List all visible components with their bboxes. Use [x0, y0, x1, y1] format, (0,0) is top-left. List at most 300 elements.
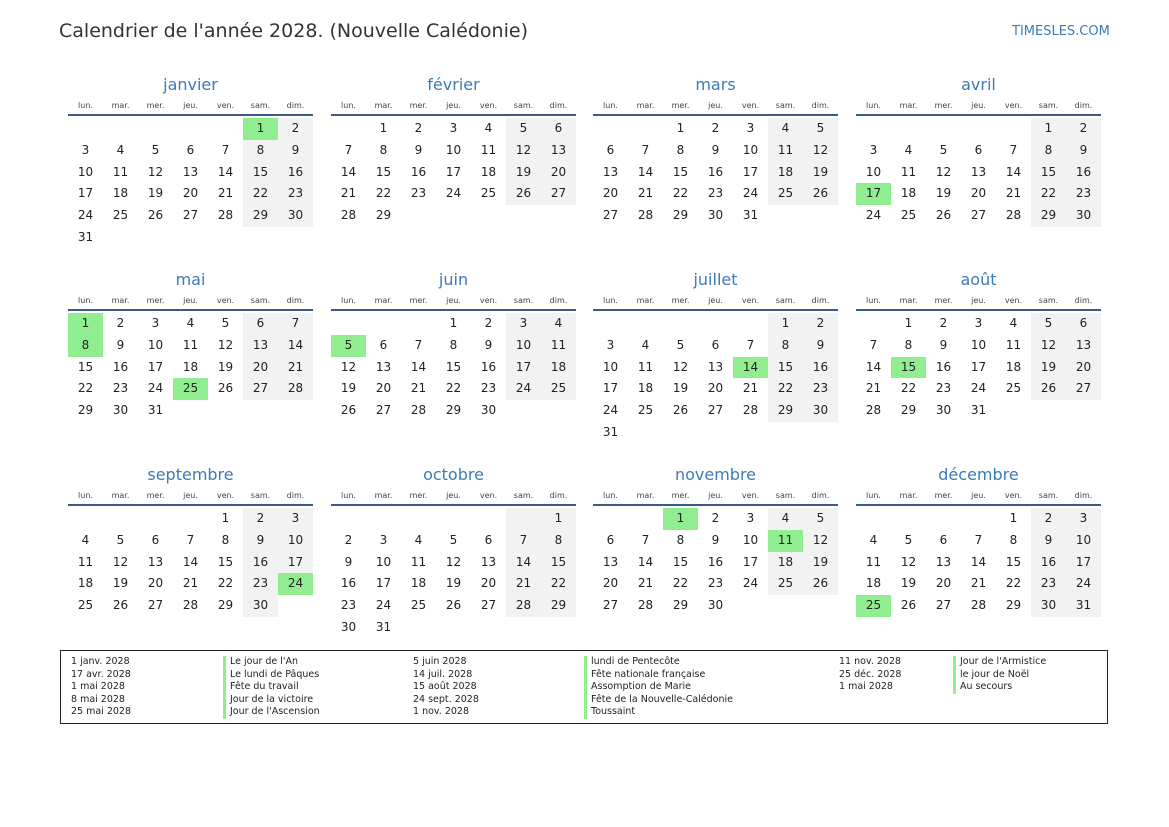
empty-day-cell — [926, 508, 961, 530]
day-cell: 6 — [939, 532, 948, 547]
day-cell: 29 — [217, 598, 234, 613]
month-name: août — [960, 270, 997, 289]
day-cell: 14 — [182, 554, 199, 569]
day-cell: 17 — [602, 381, 619, 396]
empty-day-cell — [436, 508, 471, 530]
day-cell: 22 — [445, 381, 462, 396]
weekday-label: lun. — [341, 101, 356, 110]
weekday-label: dim. — [1074, 296, 1093, 305]
day-cell: 17 — [445, 164, 462, 179]
weekday-label: mer. — [671, 296, 690, 305]
day-cell: 14 — [970, 554, 987, 569]
empty-day-cell — [68, 118, 103, 140]
brand-link[interactable]: TIMESLES.COM — [1012, 24, 1110, 39]
empty-day-cell — [663, 422, 698, 444]
month-name: juin — [438, 270, 469, 289]
weekday-label: mar. — [374, 101, 393, 110]
day-cell: 13 — [541, 140, 576, 162]
day-cell: 24 — [445, 186, 462, 201]
day-cell: 1 — [449, 316, 458, 330]
weekday-label: mer. — [934, 296, 953, 305]
weekday-label: lun. — [603, 101, 618, 110]
day-cell: 3 — [746, 511, 755, 525]
day-cell: 6 — [186, 142, 195, 157]
day-cell: 19 — [1031, 357, 1066, 379]
weekday-label: ven. — [1004, 296, 1023, 305]
weekday-label: mar. — [636, 101, 655, 110]
day-cell: 7 — [974, 532, 983, 547]
day-cell: 30 — [340, 619, 357, 634]
weekday-label: jeu. — [446, 491, 461, 500]
day-cell: 31 — [375, 619, 392, 634]
day-cell: 20 — [602, 576, 619, 591]
day-cell: 2 — [711, 511, 720, 525]
day-cell: 5 — [904, 532, 913, 547]
weekday-label: dim. — [811, 491, 830, 500]
day-cell: 4 — [869, 532, 878, 547]
day-cell: 15 — [1005, 554, 1022, 569]
legend-names-col-3 — [953, 656, 1046, 694]
empty-day-cell — [541, 205, 576, 227]
day-cell: 23 — [480, 381, 497, 396]
empty-day-cell — [471, 205, 506, 227]
day-cell: 7 — [186, 532, 195, 547]
day-cell: 1 — [1031, 118, 1066, 140]
day-cell: 13 — [480, 554, 497, 569]
day-cell: 26 — [672, 403, 689, 418]
day-cell: 8 — [676, 532, 685, 547]
day-cell: 18 — [77, 576, 94, 591]
day-cell: 5 — [1031, 313, 1066, 335]
day-cell: 11 — [410, 554, 427, 569]
day-cell: 7 — [869, 337, 878, 352]
day-cell: 2 — [711, 121, 720, 135]
day-cell: 19 — [803, 552, 838, 574]
day-cell: 3 — [278, 508, 313, 530]
day-cell: 28 — [217, 208, 234, 223]
weekday-label: ven. — [741, 101, 760, 110]
month-name: décembre — [938, 465, 1019, 484]
day-cell: 20 — [375, 381, 392, 396]
month-name: septembre — [147, 465, 234, 484]
day-cell: 24 — [865, 208, 882, 223]
empty-day-cell — [278, 227, 313, 249]
empty-day-cell — [138, 508, 173, 530]
day-cell: 13 — [935, 554, 952, 569]
day-cell: 25 — [900, 208, 917, 223]
empty-day-cell — [733, 313, 768, 335]
weekday-label: jeu. — [708, 296, 723, 305]
day-cell: 20 — [147, 576, 164, 591]
day-cell: 2 — [116, 316, 125, 330]
day-cell: 2 — [344, 532, 353, 547]
day-cell: 26 — [506, 183, 541, 205]
month-name: juillet — [693, 270, 738, 289]
day-cell: 19 — [803, 162, 838, 184]
day-cell: 27 — [480, 598, 497, 613]
day-cell: 2 — [1066, 118, 1101, 140]
day-cell: 14 — [637, 554, 654, 569]
legend-date: 1 nov. 2028 — [413, 706, 469, 718]
day-cell: 10 — [970, 337, 987, 352]
legend-holiday-name: Jour de l'Ascension — [223, 706, 320, 719]
day-cell: 20 — [602, 186, 619, 201]
day-cell: 7 — [746, 337, 755, 352]
day-cell: 14 — [506, 552, 541, 574]
day-cell: 22 — [1005, 576, 1022, 591]
day-cell: 24 — [602, 403, 619, 418]
day-cell: 27 — [541, 183, 576, 205]
day-cell: 5 — [506, 118, 541, 140]
weekday-label: dim. — [1074, 101, 1093, 110]
day-cell: 15 — [445, 359, 462, 374]
day-cell: 3 — [869, 142, 878, 157]
day-cell: 22 — [375, 186, 392, 201]
day-cell: 8 — [1009, 532, 1018, 547]
weekday-label: ven. — [216, 296, 235, 305]
month-name: octobre — [423, 465, 484, 484]
legend-date: 25 mai 2028 — [71, 706, 132, 718]
day-cell: 23 — [707, 186, 724, 201]
empty-day-cell — [698, 422, 733, 444]
day-cell: 24 — [375, 598, 392, 613]
empty-day-cell — [401, 617, 436, 639]
empty-day-cell — [138, 227, 173, 249]
day-cell: 12 — [340, 359, 357, 374]
day-cell: 31 — [147, 403, 164, 418]
day-cell: 12 — [506, 140, 541, 162]
day-cell: 17 — [506, 357, 541, 379]
empty-day-cell — [331, 313, 366, 335]
day-cell: 27 — [243, 378, 278, 400]
day-cell: 23 — [1066, 183, 1101, 205]
day-cell: 13 — [602, 164, 619, 179]
day-grid — [331, 311, 576, 422]
day-cell: 8 — [541, 530, 576, 552]
weekday-header — [856, 487, 1101, 506]
day-cell: 18 — [865, 576, 882, 591]
day-cell: 9 — [1031, 530, 1066, 552]
day-grid — [331, 506, 576, 639]
weekday-label: jeu. — [446, 296, 461, 305]
day-cell: 11 — [77, 554, 94, 569]
day-cell: 28 — [340, 208, 357, 223]
month-block — [331, 268, 576, 422]
day-cell: 1 — [221, 511, 230, 525]
day-cell: 12 — [147, 164, 164, 179]
day-cell: 13 — [182, 164, 199, 179]
legend-date: 15 août 2028 — [413, 681, 477, 693]
legend-date: 5 juin 2028 — [413, 656, 467, 667]
month-block — [68, 73, 313, 249]
day-cell: 26 — [217, 381, 234, 396]
day-cell: 28 — [182, 598, 199, 613]
weekday-label: dim. — [549, 296, 568, 305]
day-cell: 16 — [803, 357, 838, 379]
empty-day-cell — [733, 422, 768, 444]
month-block — [68, 268, 313, 422]
weekday-label: lun. — [866, 491, 881, 500]
page-title: Calendrier de l'année 2028. (Nouvelle Calédonie) — [59, 20, 528, 42]
day-cell: 8 — [243, 140, 278, 162]
empty-day-cell — [803, 422, 838, 444]
day-cell: 16 — [480, 359, 497, 374]
empty-day-cell — [961, 118, 996, 140]
weekday-label: sam. — [1038, 101, 1059, 110]
day-cell: 11 — [900, 164, 917, 179]
day-cell: 8 — [449, 337, 458, 352]
day-cell: 3 — [449, 121, 458, 135]
day-cell: 17 — [77, 186, 94, 201]
day-cell: 22 — [243, 183, 278, 205]
day-cell: 5 — [116, 532, 125, 547]
day-cell: 22 — [217, 576, 234, 591]
empty-day-cell — [173, 118, 208, 140]
day-cell: 11 — [1005, 337, 1022, 352]
empty-day-cell — [331, 508, 366, 530]
weekday-header — [856, 97, 1101, 116]
day-cell: 20 — [541, 162, 576, 184]
day-cell: 26 — [340, 403, 357, 418]
day-cell: 19 — [672, 381, 689, 396]
legend-holiday-name: Jour de la victoire — [223, 694, 320, 707]
day-cell: 22 — [672, 576, 689, 591]
day-cell: 12 — [803, 140, 838, 162]
weekday-label: sam. — [775, 491, 796, 500]
day-cell: 11 — [768, 530, 803, 552]
empty-day-cell — [961, 508, 996, 530]
weekday-label: lun. — [341, 296, 356, 305]
weekday-label: lun. — [78, 101, 93, 110]
empty-day-cell — [173, 508, 208, 530]
weekday-label: mar. — [374, 296, 393, 305]
month-block — [331, 73, 576, 227]
day-cell: 27 — [602, 208, 619, 223]
weekday-label: sam. — [513, 296, 534, 305]
empty-day-cell — [628, 508, 663, 530]
day-cell: 17 — [278, 552, 313, 574]
day-cell: 7 — [506, 530, 541, 552]
day-cell: 1 — [68, 313, 103, 335]
day-cell: 23 — [935, 381, 952, 396]
day-cell: 7 — [1009, 142, 1018, 157]
weekday-label: lun. — [603, 491, 618, 500]
holiday-legend — [60, 650, 1108, 724]
day-cell: 15 — [217, 554, 234, 569]
day-cell: 27 — [375, 403, 392, 418]
day-cell: 14 — [733, 357, 768, 379]
day-cell: 14 — [637, 164, 654, 179]
day-cell: 25 — [768, 573, 803, 595]
day-cell: 25 — [410, 598, 427, 613]
day-cell: 27 — [147, 598, 164, 613]
day-cell: 15 — [243, 162, 278, 184]
day-cell: 15 — [77, 359, 94, 374]
day-cell: 1 — [541, 508, 576, 530]
day-cell: 23 — [340, 598, 357, 613]
day-cell: 1 — [379, 121, 388, 135]
day-cell: 4 — [484, 121, 493, 135]
day-cell: 2 — [484, 316, 493, 330]
day-cell: 25 — [541, 378, 576, 400]
empty-day-cell — [436, 205, 471, 227]
empty-day-cell — [768, 205, 803, 227]
day-cell: 21 — [217, 186, 234, 201]
empty-day-cell — [173, 400, 208, 422]
legend-date: 1 mai 2028 — [71, 681, 125, 693]
day-cell: 29 — [243, 205, 278, 227]
empty-day-cell — [208, 118, 243, 140]
weekday-label: lun. — [866, 296, 881, 305]
day-cell: 4 — [414, 532, 423, 547]
day-cell: 13 — [375, 359, 392, 374]
day-cell: 9 — [711, 532, 720, 547]
day-cell: 10 — [278, 530, 313, 552]
day-cell: 20 — [243, 357, 278, 379]
weekday-label: ven. — [1004, 101, 1023, 110]
day-cell: 20 — [707, 381, 724, 396]
day-cell: 8 — [768, 335, 803, 357]
weekday-label: mar. — [111, 296, 130, 305]
empty-day-cell — [856, 313, 891, 335]
day-cell: 10 — [445, 142, 462, 157]
day-cell: 26 — [147, 208, 164, 223]
day-cell: 1 — [904, 316, 913, 330]
day-cell: 19 — [147, 186, 164, 201]
empty-day-cell — [208, 227, 243, 249]
day-cell: 30 — [935, 403, 952, 418]
month-name: mai — [175, 270, 206, 289]
day-cell: 6 — [151, 532, 160, 547]
empty-day-cell — [506, 400, 541, 422]
day-cell: 9 — [1066, 140, 1101, 162]
legend-holiday-name: Au secours — [953, 681, 1046, 694]
day-cell: 19 — [900, 576, 917, 591]
day-cell: 30 — [1031, 595, 1066, 617]
day-cell: 24 — [506, 378, 541, 400]
day-cell: 27 — [182, 208, 199, 223]
day-cell: 7 — [344, 142, 353, 157]
day-cell: 4 — [116, 142, 125, 157]
day-cell: 13 — [707, 359, 724, 374]
day-cell: 26 — [112, 598, 129, 613]
day-cell: 7 — [221, 142, 230, 157]
day-cell: 11 — [112, 164, 129, 179]
day-cell: 29 — [768, 400, 803, 422]
empty-day-cell — [401, 313, 436, 335]
day-cell: 29 — [900, 403, 917, 418]
day-cell: 6 — [243, 313, 278, 335]
day-cell: 22 — [541, 573, 576, 595]
day-cell: 22 — [1031, 183, 1066, 205]
day-cell: 6 — [606, 142, 615, 157]
empty-day-cell — [208, 400, 243, 422]
empty-day-cell — [768, 595, 803, 617]
day-cell: 11 — [541, 335, 576, 357]
day-cell: 20 — [970, 186, 987, 201]
day-cell: 28 — [970, 598, 987, 613]
empty-day-cell — [593, 118, 628, 140]
month-name: novembre — [674, 465, 757, 484]
weekday-label: jeu. — [971, 491, 986, 500]
day-cell: 10 — [602, 359, 619, 374]
day-cell: 14 — [278, 335, 313, 357]
day-cell: 21 — [506, 573, 541, 595]
day-cell: 15 — [1031, 162, 1066, 184]
month-name: mars — [695, 75, 736, 94]
day-cell: 1 — [768, 313, 803, 335]
day-cell: 4 — [904, 142, 913, 157]
empty-day-cell — [803, 595, 838, 617]
day-cell: 9 — [278, 140, 313, 162]
day-cell: 25 — [112, 208, 129, 223]
empty-day-cell — [173, 227, 208, 249]
legend-holiday-name: Assomption de Marie — [584, 681, 733, 694]
day-cell: 24 — [742, 576, 759, 591]
weekday-label: mer. — [409, 101, 428, 110]
weekday-header — [331, 292, 576, 311]
legend-names-col-2 — [584, 656, 733, 719]
day-cell: 16 — [935, 359, 952, 374]
legend-date: 25 déc. 2028 — [839, 668, 902, 680]
weekday-label: mar. — [899, 491, 918, 500]
day-grid — [593, 116, 838, 227]
day-cell: 18 — [480, 164, 497, 179]
day-cell: 23 — [803, 378, 838, 400]
weekday-label: mer. — [671, 101, 690, 110]
day-cell: 8 — [221, 532, 230, 547]
empty-day-cell — [856, 118, 891, 140]
day-cell: 26 — [803, 183, 838, 205]
weekday-header — [856, 292, 1101, 311]
weekday-label: sam. — [250, 491, 271, 500]
day-cell: 10 — [375, 554, 392, 569]
day-cell: 5 — [803, 118, 838, 140]
weekday-label: jeu. — [183, 296, 198, 305]
day-cell: 11 — [865, 554, 882, 569]
day-cell: 10 — [147, 337, 164, 352]
day-cell: 6 — [1066, 313, 1101, 335]
day-cell: 28 — [1005, 208, 1022, 223]
day-cell: 6 — [379, 337, 388, 352]
day-cell: 21 — [1005, 186, 1022, 201]
day-cell: 19 — [217, 359, 234, 374]
legend-holiday-name: Fête nationale française — [584, 669, 733, 682]
day-cell: 8 — [379, 142, 388, 157]
day-cell: 8 — [1031, 140, 1066, 162]
day-cell: 21 — [410, 381, 427, 396]
day-cell: 5 — [151, 142, 160, 157]
day-cell: 21 — [340, 186, 357, 201]
empty-day-cell — [803, 205, 838, 227]
weekday-label: ven. — [479, 491, 498, 500]
day-cell: 26 — [1031, 378, 1066, 400]
day-cell: 5 — [221, 316, 230, 330]
day-grid — [593, 506, 838, 617]
day-cell: 1 — [676, 121, 685, 135]
day-cell: 4 — [541, 313, 576, 335]
day-cell: 19 — [340, 381, 357, 396]
legend-holiday-name: Fête du travail — [223, 681, 320, 694]
legend-holiday-name: Jour de l'Armistice — [953, 656, 1046, 669]
weekday-label: sam. — [250, 101, 271, 110]
day-cell: 31 — [970, 403, 987, 418]
day-cell: 22 — [77, 381, 94, 396]
day-cell: 25 — [1005, 381, 1022, 396]
weekday-label: sam. — [513, 491, 534, 500]
day-cell: 12 — [112, 554, 129, 569]
day-cell: 23 — [410, 186, 427, 201]
